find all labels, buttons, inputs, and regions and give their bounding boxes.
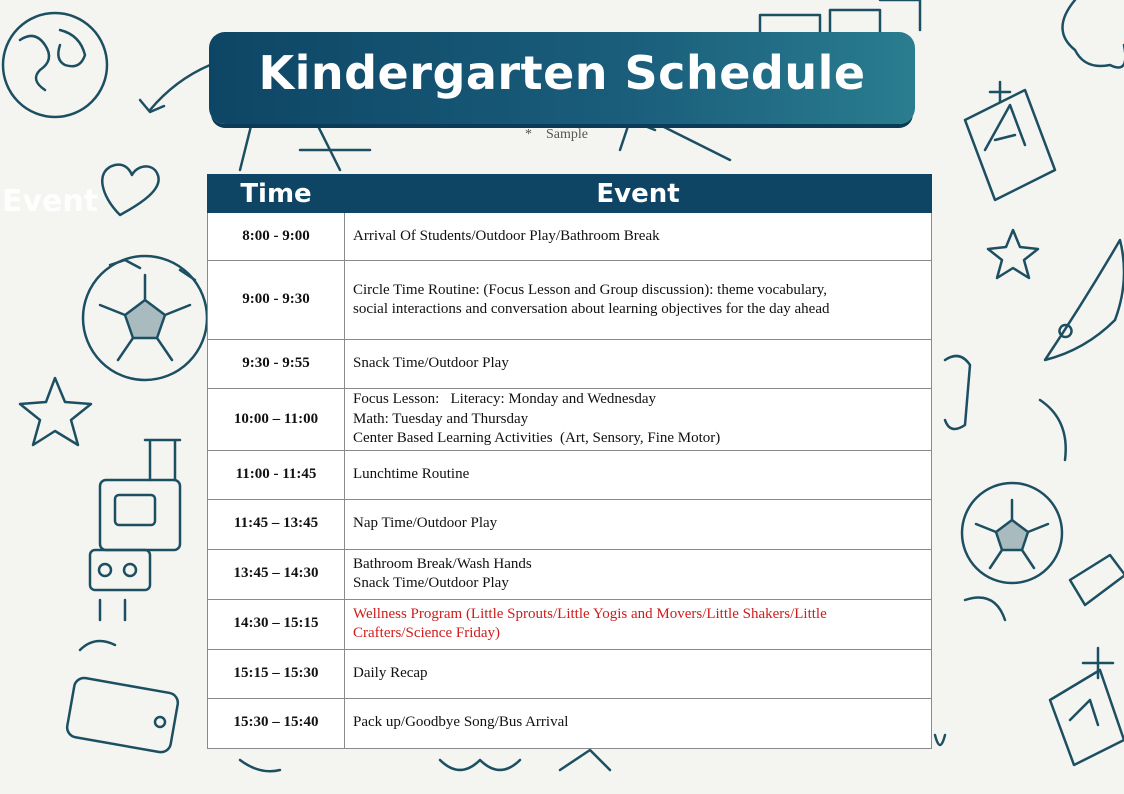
letter-a-block-icon (1050, 670, 1124, 765)
row-event (345, 213, 932, 261)
row-event (345, 450, 932, 499)
row-event (345, 549, 932, 599)
event-line: Pack up/Goodbye Song/Bus Arrival (353, 714, 569, 731)
table-row (208, 698, 932, 748)
soccer-ball-icon (962, 483, 1062, 583)
row-time: 14:30 – 15:15 (208, 599, 345, 649)
row-time: 9:00 - 9:30 (208, 261, 345, 340)
arrow-doodle (965, 400, 1066, 620)
schedule-body (208, 213, 932, 749)
table-row (208, 213, 932, 261)
row-event (345, 389, 932, 451)
event-line: Focus Lesson: Literacy: Monday and Wednesday (353, 391, 657, 407)
soccer-ball-icon (83, 256, 207, 380)
cloud-doodle (1063, 0, 1124, 68)
row-event (345, 261, 932, 340)
row-time: 9:30 - 9:55 (208, 340, 345, 389)
table-row (208, 261, 932, 340)
event-line: Snack Time/Outdoor Play (353, 355, 509, 372)
row-event (345, 340, 932, 389)
event-line: Bathroom Break/Wash Hands (353, 555, 532, 572)
table-row (208, 499, 932, 549)
event-line: Daily Recap (353, 664, 428, 681)
event-line: Math: Tuesday and Thursday (353, 410, 529, 427)
row-event (345, 599, 932, 649)
heart-icon (102, 165, 158, 215)
row-time: 11:00 - 11:45 (208, 450, 345, 499)
event-line: Lunchtime Routine (353, 465, 470, 482)
row-event (345, 499, 932, 549)
table-row (208, 599, 932, 649)
row-time: 13:45 – 14:30 (208, 549, 345, 599)
row-time: 15:15 – 15:30 (208, 649, 345, 698)
table-row (208, 340, 932, 389)
row-time: 8:00 - 9:00 (208, 213, 345, 261)
event-line: Crafters/Science Friday) (353, 625, 501, 641)
event-line: Wellness Program (Little Sprouts/Little Yogis and Movers/Little Shakers/Little (353, 605, 827, 622)
event-line: social interactions and conversation about learning objectives for the day ahead (353, 301, 830, 317)
page-title: Kindergarten Schedule (258, 46, 866, 100)
header-event: Event (345, 175, 932, 213)
table-row (208, 450, 932, 499)
event-line: Center Based Learning Activities (Art, Sensory, Fine Motor) (353, 430, 721, 446)
plus-icon (1083, 648, 1113, 678)
rocket-icon (1045, 240, 1124, 360)
event-line: Circle Time Routine: (Focus Lesson and Group discussion): theme vocabulary, (353, 281, 827, 298)
row-time: 15:30 – 15:40 (208, 698, 345, 748)
star-icon (988, 230, 1038, 278)
globe-icon (3, 13, 107, 117)
phone-icon (66, 676, 180, 753)
star-icon (20, 378, 91, 445)
row-event (345, 649, 932, 698)
schedule-table (207, 174, 932, 749)
sample-text: Sample (546, 127, 588, 142)
robot-icon (90, 440, 180, 620)
header-time: Time (208, 175, 345, 213)
table-row (208, 549, 932, 599)
event-line: Arrival Of Students/Outdoor Play/Bathroom Break (353, 227, 660, 244)
row-time: 11:45 – 13:45 (208, 499, 345, 549)
event-line: Nap Time/Outdoor Play (353, 515, 498, 532)
title-banner (209, 32, 915, 124)
book-doodle (1070, 555, 1124, 605)
bottom-doodle (240, 750, 610, 771)
table-header-row (208, 175, 932, 213)
table-row (208, 649, 932, 698)
ghost-event-label: Event (2, 184, 99, 219)
table-row (208, 389, 932, 451)
row-event (345, 698, 932, 748)
row-time: 10:00 – 11:00 (208, 389, 345, 451)
letter-a-block-icon (965, 90, 1055, 200)
arrow-doodle (150, 65, 210, 110)
sample-watermark: * Sample (525, 127, 588, 142)
event-line: Snack Time/Outdoor Play (353, 575, 509, 591)
music-note-icon (945, 356, 970, 429)
